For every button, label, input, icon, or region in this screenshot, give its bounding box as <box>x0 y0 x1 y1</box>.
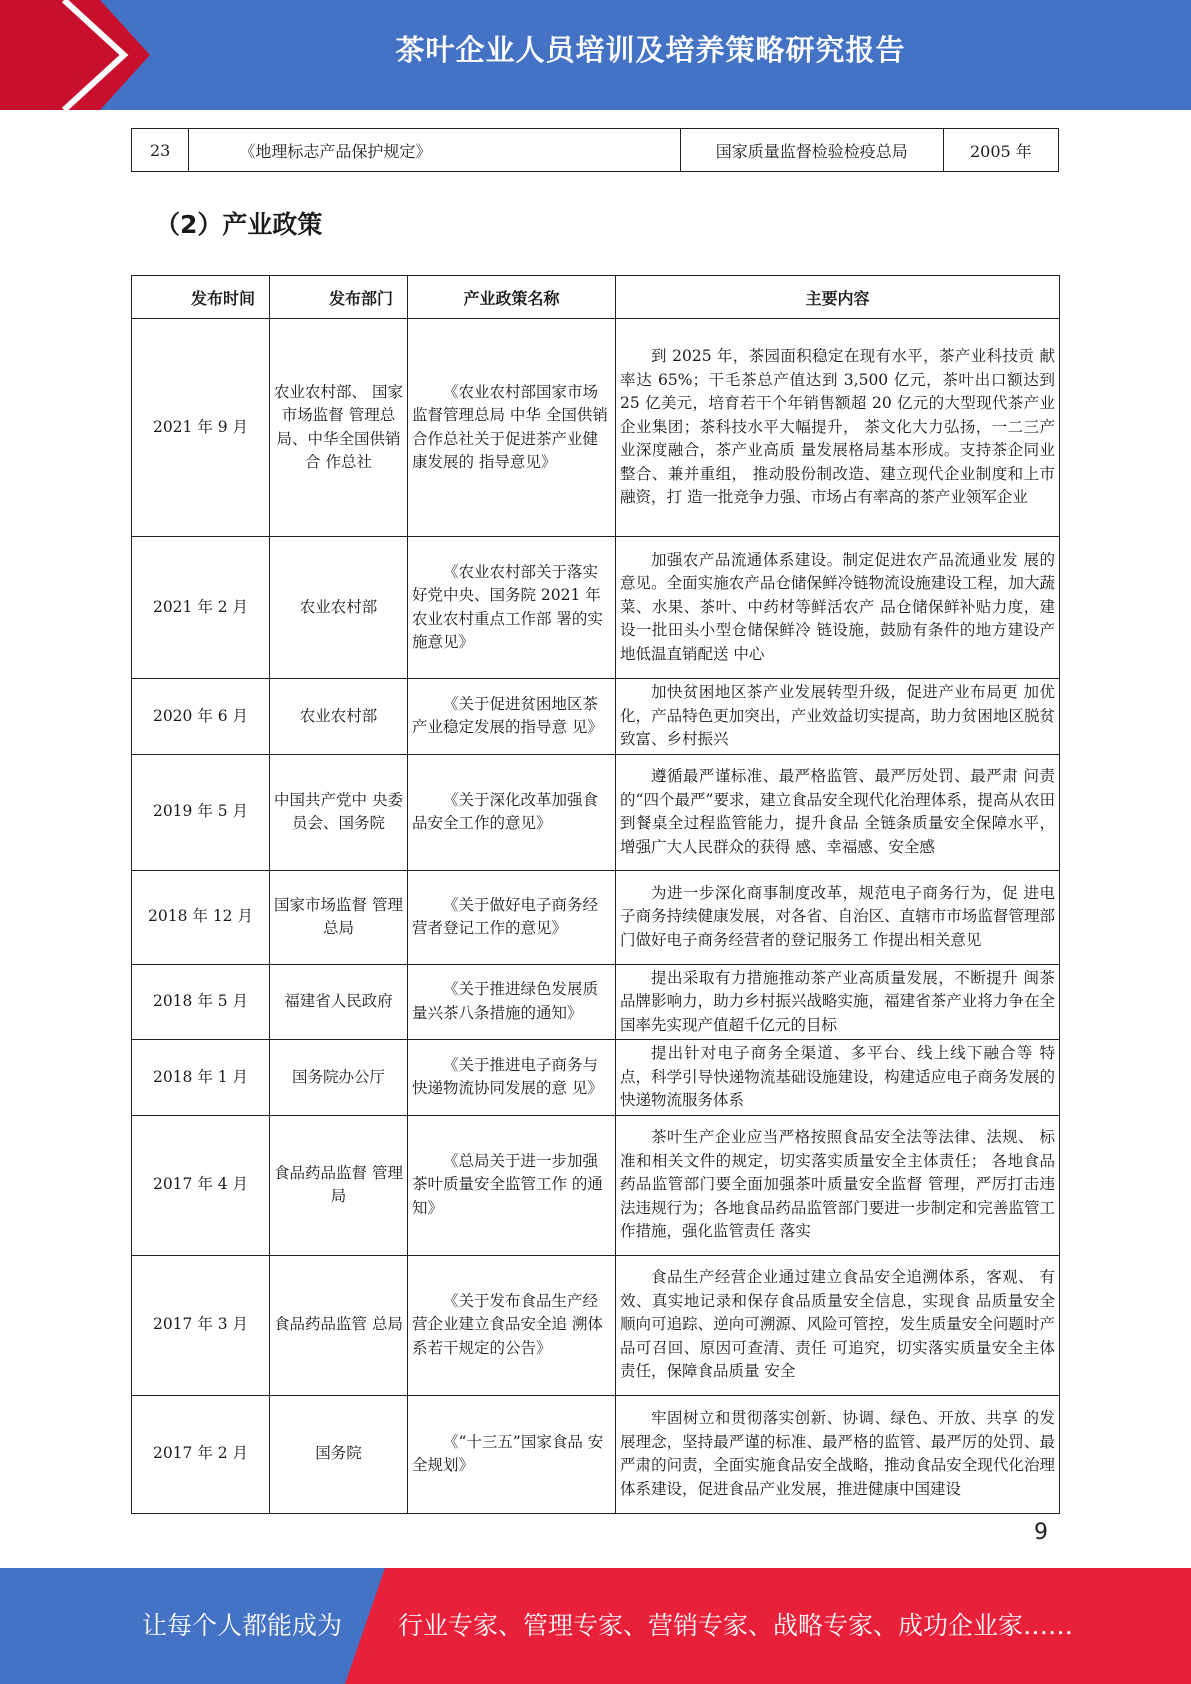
policy-date: 2018 年 5 月 <box>132 964 270 1040</box>
policy-content: 牢固树立和贯彻落实创新、协调、绿色、开放、共享 的发展理念，坚持最严谨的标准、最严格的监管、最严厉的处罚、最严肃的问责，全面实施食品安全战略，推动食品安全现代化治理体系建设，促进食品产业发展，推进健康中国建设 <box>616 1395 1060 1513</box>
policy-date: 2017 年 4 月 <box>132 1115 270 1255</box>
header-banner <box>0 0 1191 110</box>
page-number: 9 <box>1034 1520 1048 1545</box>
table-row <box>132 964 1060 1040</box>
policy-dept: 福建省人民政府 <box>270 964 408 1040</box>
policy-dept: 国务院 <box>270 1395 408 1513</box>
policy-dept: 食品药品监督 管理局 <box>270 1115 408 1255</box>
policy-dept: 农业农村部 <box>270 537 408 679</box>
table-row <box>132 129 1059 172</box>
policy-dept: 国家市场监督 管理总局 <box>270 870 408 964</box>
policy-date: 2017 年 2 月 <box>132 1395 270 1513</box>
regulation-year: 2005 年 <box>943 129 1058 172</box>
policy-name: 《总局关于进一步加强 茶叶质量安全监管工作 的通知》 <box>408 1115 616 1255</box>
report-title: 茶叶企业人员培训及培养策略研究报告 <box>395 33 906 67</box>
policy-content: 加强农产品流通体系建设。制定促进农产品流通业发 展的意见。全面实施农产品仓储保鲜冷链物流设施建设工程，加大蔬菜、水果、茶叶、中药材等鲜活农产 品仓储保鲜补贴力度，建设一批田头小型仓储保鲜冷 链设施，鼓励有条件的地方建设产地低温直销配送 中心 <box>616 537 1060 679</box>
table-row <box>132 679 1060 755</box>
policy-content: 茶叶生产企业应当严格按照食品安全法等法律、法规、 标准和相关文件的规定，切实落实质量安全主体责任； 各地食品药品监管部门要全面加强茶叶质量安全监督 管理，严厉打击违法违规行为；各地食品药品监管部门要进一步制定和完善监管工作措施，强化监管责任 落实 <box>616 1115 1060 1255</box>
policy-dept: 农业农村部、 国家市场监督 管理总局、中华全国供销合 作总社 <box>270 319 408 537</box>
table-row <box>132 870 1060 964</box>
table-row <box>132 1255 1060 1395</box>
policy-content: 食品生产经营企业通过建立食品安全追溯体系，客观、 有效、真实地记录和保存食品质量安全信息，实现食 品质量安全顺向可追踪、逆向可溯源、风险可管控，发生质量安全问题时产品可召回、原因可查清、责任 可追究，切实落实质量安全主体责任，保障食品质量 安全 <box>616 1255 1060 1395</box>
policy-date: 2018 年 12 月 <box>132 870 270 964</box>
policy-content: 提出针对电子商务全渠道、多平台、线上线下融合等 特点，科学引导快递物流基础设施建设，构建适应电子商务发展的快递物流服务体系 <box>616 1040 1060 1116</box>
regulation-table-continuation <box>131 128 1059 172</box>
policy-content: 加快贫困地区茶产业发展转型升级，促进产业布局更 加优化，产品特色更加突出，产业效益切实提高，助力贫困地区脱贫致富、乡村振兴 <box>616 679 1060 755</box>
policy-content: 为进一步深化商事制度改革，规范电子商务行为，促 进电子商务持续健康发展，对各省、自治区、直辖市市场监督管理部门做好电子商务经营者的登记服务工 作提出相关意见 <box>616 870 1060 964</box>
policy-date: 2021 年 2 月 <box>132 537 270 679</box>
policy-name: 《农业农村部关于落实 好党中央、国务院 2021 年农业农村重点工作部 署的实施意见》 <box>408 537 616 679</box>
policy-dept: 农业农村部 <box>270 679 408 755</box>
policy-content: 提出采取有力措施推动茶产业高质量发展，不断提升 闽茶品牌影响力，助力乡村振兴战略实施，福建省茶产业将力争在全国率先实现产值超千亿元的目标 <box>616 964 1060 1040</box>
policy-date: 2017 年 3 月 <box>132 1255 270 1395</box>
policy-content: 遵循最严谨标准、最严格监管、最严厉处罚、最严肃 问责的“四个最严”要求，建立食品安全现代化治理体系，提高从农田到餐桌全过程监管能力，提升食品 全链条质量安全保障水平，增强广大人民群众的获得 感、幸福感、安全感 <box>616 754 1060 870</box>
column-header-dept: 发布部门 <box>270 276 408 319</box>
policy-date: 2018 年 1 月 <box>132 1040 270 1116</box>
regulation-number: 23 <box>132 129 189 172</box>
footer-banner <box>0 1568 1191 1684</box>
policy-name: 《“十三五”国家食品 安全规划》 <box>408 1395 616 1513</box>
table-row <box>132 1040 1060 1116</box>
regulation-dept: 国家质量监督检验检疫总局 <box>680 129 943 172</box>
column-header-date: 发布时间 <box>132 276 270 319</box>
section-heading: （2）产业政策 <box>155 210 323 239</box>
table-row <box>132 1395 1060 1513</box>
policy-date: 2021 年 9 月 <box>132 319 270 537</box>
policy-name: 《关于发布食品生产经 营企业建立食品安全追 溯体系若干规定的公告》 <box>408 1255 616 1395</box>
policy-dept: 国务院办公厅 <box>270 1040 408 1116</box>
column-header-policy-name: 产业政策名称 <box>408 276 616 319</box>
table-row <box>132 754 1060 870</box>
policy-dept: 食品药品监管 总局 <box>270 1255 408 1395</box>
policy-name: 《关于推进绿色发展质 量兴茶八条措施的通知》 <box>408 964 616 1040</box>
regulation-name: 《地理标志产品保护规定》 <box>189 129 680 172</box>
policy-dept: 中国共产党中 央委员会、国务院 <box>270 754 408 870</box>
footer-slogan-right: 行业专家、管理专家、营销专家、战略专家、成功企业家…… <box>398 1611 1074 1640</box>
policy-date: 2020 年 6 月 <box>132 679 270 755</box>
red-chevron-decoration <box>0 0 150 110</box>
table-row <box>132 319 1060 537</box>
policy-name: 《农业农村部国家市场监督管理总局 中华 全国供销合作总社关于促进茶产业健康发展的 指导意见》 <box>408 319 616 537</box>
industry-policy-table <box>131 275 1060 1514</box>
policy-name: 《关于推进电子商务与 快递物流协同发展的意 见》 <box>408 1040 616 1116</box>
table-header-row <box>132 276 1060 319</box>
policy-date: 2019 年 5 月 <box>132 754 270 870</box>
column-header-main-content: 主要内容 <box>616 276 1060 319</box>
footer-slogan-left: 让每个人都能成为 <box>142 1611 343 1640</box>
table-row <box>132 1115 1060 1255</box>
policy-name: 《关于做好电子商务经 营者登记工作的意见》 <box>408 870 616 964</box>
policy-name: 《关于促进贫困地区茶 产业稳定发展的指导意 见》 <box>408 679 616 755</box>
policy-content: 到 2025 年，茶园面积稳定在现有水平，茶产业科技贡 献率达 65%；干毛茶总产值达到 3,500 亿元，茶叶出口额达到 25 亿美元，培育若干个年销售额超 20 亿元的大型现代茶产业企业集团；茶科技水平大幅提升， 茶文化大力弘扬，一二三产业深度融合，茶产业高质 量发展格局基本形成。支持茶企同业整合、兼并重组， 推动股份制改造、建立现代企业制度和上市融资，打 造一批竞争力强、市场占有率高的茶产业领军企业 <box>616 319 1060 537</box>
policy-name: 《关于深化改革加强食 品安全工作的意见》 <box>408 754 616 870</box>
table-row <box>132 537 1060 679</box>
